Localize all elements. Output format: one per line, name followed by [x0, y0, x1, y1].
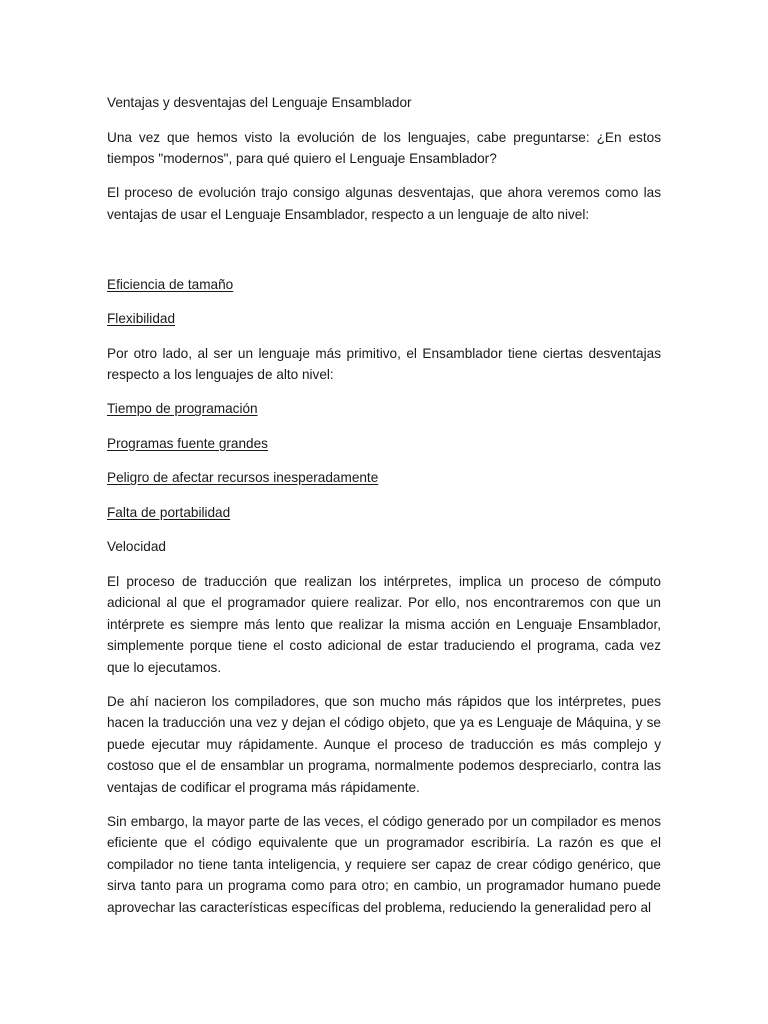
document-title: Ventajas y desventajas del Lenguaje Ensamblador: [107, 95, 412, 110]
velocity-paragraph-interpreters: El proceso de traducción que realizan los intérpretes, implica un proceso de cómputo adicional al que el programador quiere realizar. Por ello, nos encontraremos con que un intérprete es siempre más lento que realizar la misma acción en Lenguaje Ensamblador, simplemente porque tiene el costo adicional de estar traduciendo el programa, cada vez que lo ejecutamos.: [107, 573, 661, 675]
intro-paragraph: Una vez que hemos visto la evolución de los lenguajes, cabe preguntarse: ¿En estos tiempos "modernos", para qué quiero el Lenguaje Ensamblador?: [107, 129, 661, 166]
velocity-heading: Velocidad: [107, 539, 166, 554]
disadvantages-intro-paragraph: Por otro lado, al ser un lenguaje más primitivo, el Ensamblador tiene ciertas desventajas respecto a los lenguajes de alto nivel:: [107, 345, 661, 382]
disadvantage-heading-portability: Falta de portabilidad: [107, 504, 231, 520]
advantage-heading-flexibility: Flexibilidad: [107, 311, 176, 326]
disadvantage-heading-programming-time: Tiempo de programación: [107, 401, 258, 416]
advantages-intro-paragraph: El proceso de evolución trajo consigo algunas desventajas, que ahora veremos como las ventajas de usar el Lenguaje Ensamblador, respecto a un lenguaje de alto nivel:: [107, 185, 661, 222]
blank-line: [107, 238, 661, 274]
disadvantage-heading-resource-danger: Peligro de afectar recursos inesperadamente: [107, 470, 379, 485]
velocity-paragraph-efficiency: Sin embargo, la mayor parte de las veces, el código generado por un compilador es menos eficiente que el código equivalente que un programador escribiría. La razón es que el compilador no tiene tanta inteligencia, y requiere ser capaz de crear código genérico, que sirva tanto para un programa como para otro; en cambio, un programador humano puede aprovechar las características específicas del problema, reduciendo la generalidad pero al: [107, 813, 661, 915]
velocity-paragraph-compilers: De ahí nacieron los compiladores, que son mucho más rápidos que los intérpretes, pues hacen la traducción una vez y dejan el código objeto, que ya es Lenguaje de Máquina, y se puede ejecutar muy rápidamente. Aunque el proceso de traducción es más complejo y costoso que el de ensamblar un programa, normalmente podemos despreciarlo, contra las ventajas de codificar el programa más rápidamente.: [107, 693, 661, 795]
disadvantage-heading-large-source: Programas fuente grandes: [107, 435, 268, 451]
advantage-heading-size-efficiency: Eficiencia de tamaño: [107, 276, 234, 292]
document-page: [107, 92, 661, 931]
